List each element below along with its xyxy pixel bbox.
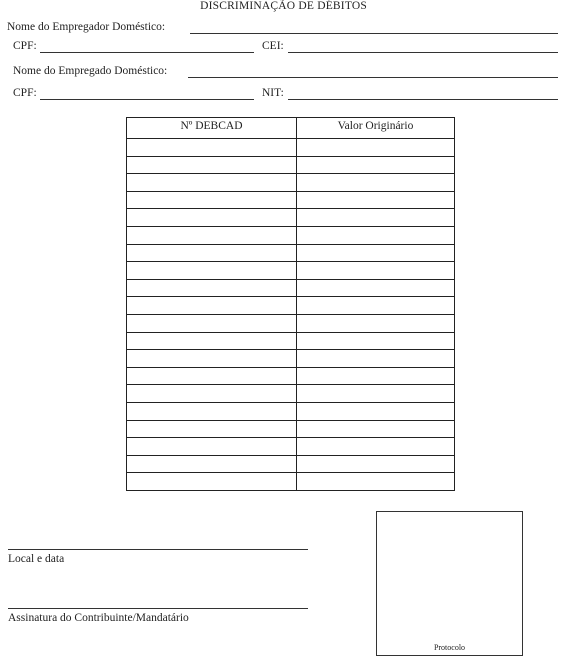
table-row	[127, 262, 455, 280]
table-row	[127, 174, 455, 192]
table-row	[127, 402, 455, 420]
valor-cell[interactable]	[297, 385, 455, 403]
valor-cell[interactable]	[297, 297, 455, 315]
valor-cell[interactable]	[297, 455, 455, 473]
valor-cell[interactable]	[297, 473, 455, 491]
table-row	[127, 191, 455, 209]
document-title: DISCRIMINAÇÃO DE DÉBITOS	[200, 0, 367, 12]
debcad-cell[interactable]	[127, 402, 297, 420]
debcad-cell[interactable]	[127, 455, 297, 473]
debcad-cell[interactable]	[127, 139, 297, 157]
protocol-label: Protocolo	[433, 643, 466, 652]
signature-label: Assinatura do Contribuinte/Mandatário	[8, 612, 189, 624]
table-row	[127, 385, 455, 403]
table-row	[127, 367, 455, 385]
employee-cpf-label: CPF:	[13, 87, 37, 99]
employee-name-field[interactable]	[188, 77, 558, 78]
table-row	[127, 314, 455, 332]
table-header-row	[127, 118, 455, 139]
debcad-cell[interactable]	[127, 156, 297, 174]
table-row	[127, 332, 455, 350]
employer-cei-label: CEI:	[262, 40, 284, 52]
local-data-line[interactable]	[8, 549, 308, 550]
table-row	[127, 350, 455, 368]
table-row	[127, 244, 455, 262]
employer-cpf-label: CPF:	[13, 40, 37, 52]
debcad-cell[interactable]	[127, 438, 297, 456]
debts-table	[126, 117, 455, 491]
valor-cell[interactable]	[297, 332, 455, 350]
debcad-cell[interactable]	[127, 385, 297, 403]
valor-cell[interactable]	[297, 139, 455, 157]
header-valor-originario: Valor Originário	[297, 118, 455, 139]
header-debcad: Nº DEBCAD	[127, 118, 297, 139]
debcad-cell[interactable]	[127, 262, 297, 280]
debcad-cell[interactable]	[127, 191, 297, 209]
table-row	[127, 473, 455, 491]
debcad-cell[interactable]	[127, 332, 297, 350]
employee-cpf-field[interactable]	[40, 99, 254, 100]
employee-nit-label: NIT:	[262, 87, 284, 99]
valor-cell[interactable]	[297, 174, 455, 192]
table-row	[127, 139, 455, 157]
protocol-box	[376, 511, 523, 656]
employer-name-label: Nome do Empregador Doméstico:	[7, 21, 166, 33]
employer-name-field[interactable]	[190, 33, 558, 34]
debcad-cell[interactable]	[127, 279, 297, 297]
valor-cell[interactable]	[297, 244, 455, 262]
valor-cell[interactable]	[297, 420, 455, 438]
debcad-cell[interactable]	[127, 297, 297, 315]
valor-cell[interactable]	[297, 209, 455, 227]
valor-cell[interactable]	[297, 438, 455, 456]
valor-cell[interactable]	[297, 226, 455, 244]
table-row	[127, 420, 455, 438]
valor-cell[interactable]	[297, 191, 455, 209]
local-data-label: Local e data	[8, 553, 65, 565]
employer-cei-field[interactable]	[288, 52, 558, 53]
table-row	[127, 226, 455, 244]
debcad-cell[interactable]	[127, 314, 297, 332]
table-row	[127, 438, 455, 456]
debcad-cell[interactable]	[127, 350, 297, 368]
debcad-cell[interactable]	[127, 244, 297, 262]
debts-table-body	[127, 139, 455, 491]
table-row	[127, 209, 455, 227]
valor-cell[interactable]	[297, 402, 455, 420]
debcad-cell[interactable]	[127, 420, 297, 438]
debcad-cell[interactable]	[127, 473, 297, 491]
signature-line[interactable]	[8, 608, 308, 609]
employee-nit-field[interactable]	[288, 99, 558, 100]
valor-cell[interactable]	[297, 367, 455, 385]
debcad-cell[interactable]	[127, 174, 297, 192]
valor-cell[interactable]	[297, 350, 455, 368]
valor-cell[interactable]	[297, 262, 455, 280]
table-row	[127, 156, 455, 174]
table-row	[127, 279, 455, 297]
debcad-cell[interactable]	[127, 367, 297, 385]
valor-cell[interactable]	[297, 156, 455, 174]
valor-cell[interactable]	[297, 314, 455, 332]
employer-cpf-field[interactable]	[40, 52, 254, 53]
employee-name-label: Nome do Empregado Doméstico:	[13, 65, 168, 77]
table-row	[127, 455, 455, 473]
table-row	[127, 297, 455, 315]
debcad-cell[interactable]	[127, 209, 297, 227]
debcad-cell[interactable]	[127, 226, 297, 244]
valor-cell[interactable]	[297, 279, 455, 297]
